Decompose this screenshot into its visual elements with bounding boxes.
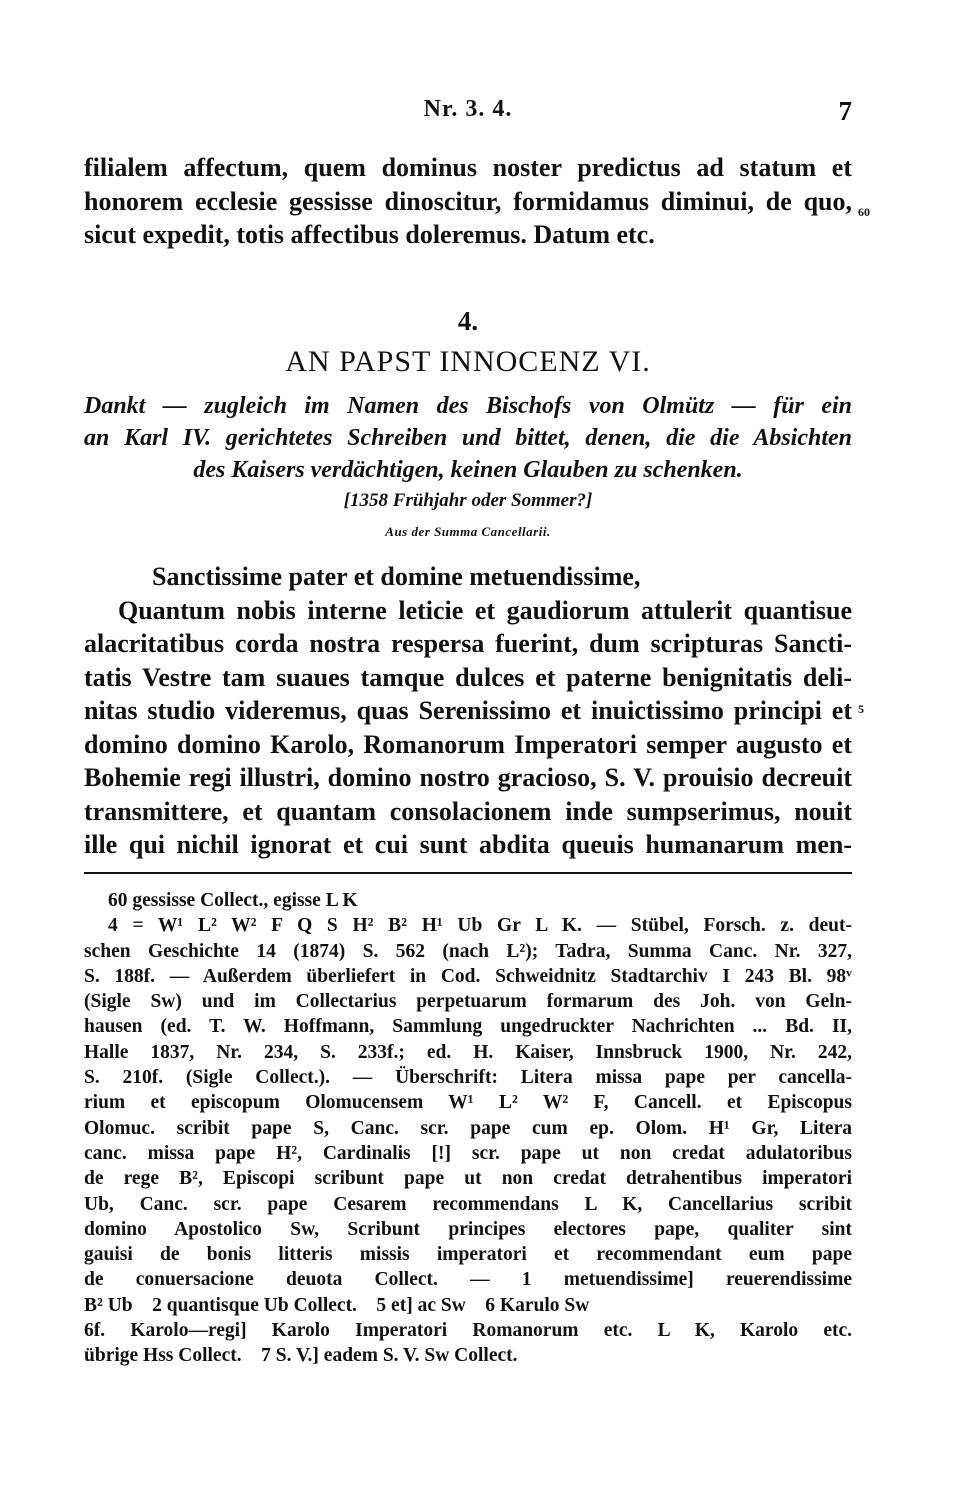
footnote-line: 6f. Karolo—regi] Karolo Imperatori Romanorum etc. L K, Karolo etc. bbox=[84, 1320, 852, 1342]
footnote-line: S. 188f. — Außerdem überliefert in Cod. Schweidnitz Stadtarchiv I 243 Bl. 98ᵛ bbox=[84, 965, 852, 987]
footnote-line: domino Apostolico Sw, Scribunt principes electores pape, qualiter sint bbox=[84, 1218, 852, 1240]
text-line: Quantum nobis interne leticie et gaudiorum attulerit quantisue bbox=[118, 595, 852, 625]
page-number: 7 bbox=[838, 96, 852, 126]
line-margin-number: 5 bbox=[858, 702, 864, 716]
footnote-line: hausen (ed. T. W. Hoffmann, Sammlung ungedruckter Nachrichten ... Bd. II, bbox=[84, 1016, 852, 1038]
text-line: Bohemie regi illustri, domino nostro gracioso, S. V. prouisio decreuit bbox=[84, 763, 852, 792]
footnote-line: übrige Hss Collect. 7 S. V.] eadem S. V. Sw Collect. bbox=[84, 1345, 518, 1367]
line-margin-number: 60 bbox=[858, 205, 870, 219]
text-line: tatis Vestre tam suaues tamque dulces et paterne benignitatis deli- bbox=[84, 662, 852, 692]
footnote-line: schen Geschichte 14 (1874) S. 562 (nach L²); Tadra, Summa Canc. Nr. 327, bbox=[84, 940, 852, 962]
footnote-line: rium et episcopum Olomucensem W¹ L² W² F, Cancell. et Episcopus bbox=[84, 1092, 852, 1114]
text-line: ille qui nichil ignorat et cui sunt abdita queuis humanarum men- bbox=[84, 830, 852, 859]
text-line: sicut expedit, totis affectibus doleremus. Datum etc. bbox=[84, 220, 655, 249]
regest-line: Dankt — zugleich im Namen des Bischofs von Olmütz — für ein bbox=[84, 393, 852, 419]
running-title: Nr. 3. 4. bbox=[423, 96, 513, 122]
footnote-line: de conuersacione deuota Collect. — 1 metuendissime] reuerendissime bbox=[84, 1269, 852, 1291]
text-line: filialem affectum, quem dominus noster predictus ad statum et bbox=[84, 153, 852, 182]
footnote-line: Halle 1837, Nr. 234, S. 233f.; ed. H. Kaiser, Innsbruck 1900, Nr. 242, bbox=[84, 1041, 852, 1063]
text-line: alacritatibus corda nostra respersa fuerint, dum scripturas Sancti- bbox=[84, 629, 852, 658]
footnotes bbox=[84, 888, 852, 1369]
text-line: honorem ecclesie gessisse dinoscitur, formidamus diminui, de quo, bbox=[84, 186, 852, 216]
footnote-line: de rege B², Episcopi scribunt pape ut non credat detrahentibus imperatori bbox=[84, 1168, 852, 1190]
regest-line: des Kaisers verdächtigen, keinen Glauben zu schenken. bbox=[193, 457, 743, 483]
page-header bbox=[84, 96, 852, 132]
footnote-line: Ub, Canc. scr. pape Cesarem recommendans L K, Cancellarius scribit bbox=[84, 1193, 852, 1215]
document-text bbox=[84, 560, 852, 862]
text-line: domino domino Karolo, Romanorum Imperatori semper augusto et bbox=[84, 729, 852, 759]
document-title: AN PAPST INNOCENZ VI. bbox=[285, 345, 651, 378]
footnote-line: S. 210f. (Sigle Collect.). — Überschrift: Litera missa pape per cancella- bbox=[84, 1067, 852, 1089]
footnote-line: gauisi de bonis litteris missis imperatori et recommendant eum pape bbox=[84, 1244, 852, 1266]
text-line: transmittere, et quantam consolacionem inde sumpserimus, nouit bbox=[84, 796, 852, 826]
text-line: nitas studio videremus, quas Serenissimo et inuictissimo principi et bbox=[84, 696, 852, 725]
document-source: Aus der Summa Cancellarii. bbox=[385, 524, 551, 539]
footnote-line: 4 = W¹ L² W² F Q S H² B² H¹ Ub Gr L K. — Stübel, Forsch. z. deut- bbox=[108, 915, 852, 937]
regest bbox=[84, 390, 852, 486]
footnote-line: 60 gessisse Collect., egisse L K bbox=[108, 890, 358, 911]
document-number: 4. bbox=[457, 306, 479, 336]
footnote-line: B² Ub 2 quantisque Ub Collect. 5 et] ac Sw 6 Karulo Sw bbox=[84, 1294, 590, 1316]
document-date: [1358 Frühjahr oder Sommer?] bbox=[343, 490, 593, 511]
previous-document-text bbox=[84, 151, 852, 252]
regest-line: an Karl IV. gerichtetes Schreiben und bittet, denen, die die Absichten bbox=[84, 425, 852, 451]
salutation: Sanctissime pater et domine metuendissime, bbox=[152, 562, 641, 591]
footnote-line: Olomuc. scribit pape S, Canc. scr. pape cum ep. Olom. H¹ Gr, Litera bbox=[84, 1117, 852, 1139]
footnote-line: canc. missa pape H², Cardinalis [!] scr. pape ut non credat adulatoribus bbox=[84, 1142, 852, 1164]
footnote-line: (Sigle Sw) und im Collectarius perpetuarum formarum des Joh. von Geln- bbox=[84, 991, 852, 1013]
footnote-divider bbox=[84, 872, 852, 874]
